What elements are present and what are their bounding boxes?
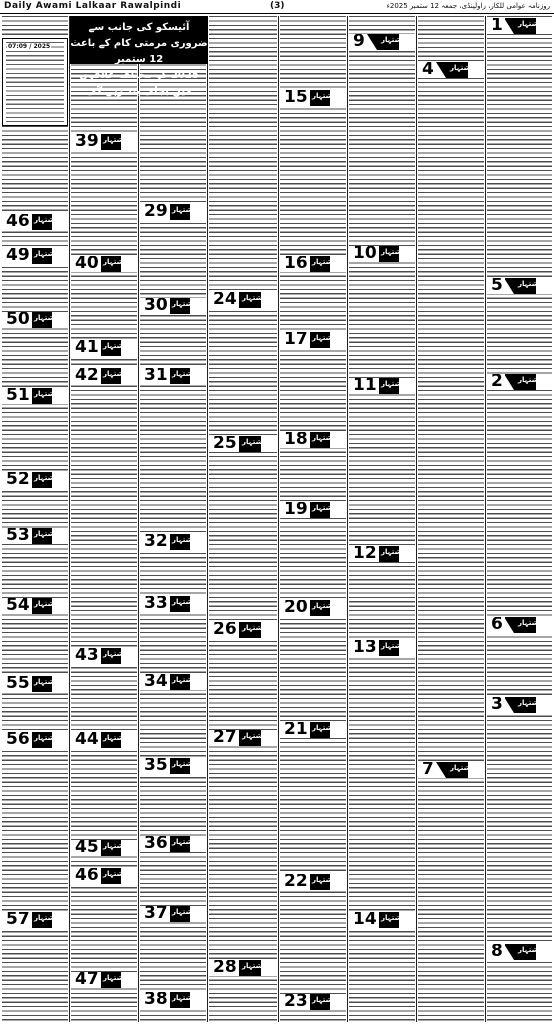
notice-header-label: اشتہار bbox=[34, 250, 57, 258]
notice-header bbox=[209, 730, 277, 746]
notice-header-wedge bbox=[504, 278, 514, 294]
notice-header bbox=[280, 600, 346, 616]
notice-header-label: اشتہار bbox=[34, 530, 57, 538]
column-5-text bbox=[280, 16, 346, 1022]
column-6-text bbox=[349, 16, 415, 1022]
notice-number: 52 bbox=[6, 472, 30, 488]
notice-number: 10 bbox=[353, 246, 377, 262]
notice-header bbox=[349, 912, 415, 928]
notice-header bbox=[2, 528, 68, 544]
notice-header-label: اشتہار bbox=[172, 536, 195, 544]
notice-header-label: اشتہار bbox=[34, 678, 57, 686]
boxed-notice bbox=[2, 38, 68, 126]
column-divider bbox=[347, 16, 348, 1022]
notice-number: 34 bbox=[144, 674, 168, 690]
notice-header-label: اشتہار bbox=[312, 996, 335, 1004]
notice-header-label: اشتہار bbox=[172, 300, 195, 308]
page-number: (3) bbox=[270, 1, 285, 11]
column-divider bbox=[416, 16, 417, 1022]
notice-header-label: اشتہار bbox=[34, 914, 57, 922]
notice-header-label: اشتہار bbox=[518, 619, 541, 627]
notice-header-label: اشتہار bbox=[172, 370, 195, 378]
notice-number: 51 bbox=[6, 388, 30, 404]
notice-header-label: اشتہار bbox=[312, 724, 335, 732]
notice-number: 11 bbox=[353, 378, 377, 394]
notice-number: 50 bbox=[6, 312, 30, 328]
notice-number: 26 bbox=[213, 622, 237, 638]
notice-number: 19 bbox=[284, 502, 308, 518]
notice-header-wedge bbox=[367, 34, 377, 50]
notice-number: 23 bbox=[284, 994, 308, 1010]
notice-header-label: اشتہار bbox=[381, 914, 404, 922]
notice-number: 22 bbox=[284, 874, 308, 890]
notice-header bbox=[487, 617, 552, 633]
notice-header-label: اشتہار bbox=[172, 908, 195, 916]
notice-header bbox=[418, 762, 484, 778]
notice-header-wedge bbox=[504, 697, 514, 713]
notice-number: 7 bbox=[422, 762, 434, 778]
notice-header bbox=[487, 697, 552, 713]
notice-header-label: اشتہار bbox=[381, 548, 404, 556]
notice-header-label: اشتہار bbox=[450, 64, 473, 72]
notice-header bbox=[140, 596, 206, 612]
boxed-notice-stamp: 07:09 / 2025 bbox=[8, 43, 51, 50]
notice-header-label: اشتہار bbox=[312, 92, 335, 100]
notice-header bbox=[140, 298, 206, 314]
notice-header-label: اشتہار bbox=[312, 434, 335, 442]
promo-headline-box bbox=[70, 16, 208, 97]
notice-number: 43 bbox=[75, 648, 99, 664]
notice-header bbox=[2, 388, 68, 404]
notice-header bbox=[2, 248, 68, 264]
notice-number: 16 bbox=[284, 256, 308, 272]
notice-number: 8 bbox=[491, 944, 503, 960]
notice-number: 15 bbox=[284, 90, 308, 106]
notice-header bbox=[71, 868, 137, 884]
notice-header-label: اشتہار bbox=[312, 602, 335, 610]
notice-header-label: اشتہار bbox=[242, 438, 265, 446]
column-divider bbox=[485, 16, 486, 1022]
notice-number: 49 bbox=[6, 248, 30, 264]
notice-header bbox=[71, 134, 137, 150]
notice-header bbox=[280, 722, 346, 738]
notice-number: 46 bbox=[75, 868, 99, 884]
notice-number: 21 bbox=[284, 722, 308, 738]
notice-header-label: اشتہار bbox=[381, 642, 404, 650]
notice-number: 9 bbox=[353, 34, 365, 50]
notice-header-label: اشتہار bbox=[103, 370, 126, 378]
masthead bbox=[0, 0, 554, 14]
notice-number: 36 bbox=[144, 836, 168, 852]
notice-number: 41 bbox=[75, 340, 99, 356]
notice-header-label: اشتہار bbox=[312, 504, 335, 512]
notice-header bbox=[71, 256, 137, 272]
notice-number: 18 bbox=[284, 432, 308, 448]
notice-header-label: اشتہار bbox=[242, 962, 265, 970]
notice-header bbox=[280, 256, 346, 272]
notice-header bbox=[487, 18, 552, 34]
notice-header-label: اشتہار bbox=[103, 342, 126, 350]
notice-number: 12 bbox=[353, 546, 377, 562]
column-divider bbox=[69, 16, 70, 1022]
notice-header bbox=[140, 204, 206, 220]
notice-header bbox=[349, 34, 415, 50]
notice-header bbox=[209, 622, 277, 638]
notice-header bbox=[280, 502, 346, 518]
notice-number: 28 bbox=[213, 960, 237, 976]
notice-header bbox=[71, 732, 137, 748]
notice-header bbox=[280, 994, 346, 1010]
notice-number: 29 bbox=[144, 204, 168, 220]
notice-header-label: اشتہار bbox=[381, 380, 404, 388]
column-8-text bbox=[487, 16, 552, 1022]
notice-header-label: اشتہار bbox=[450, 764, 473, 772]
notice-header bbox=[349, 246, 415, 262]
notice-number: 17 bbox=[284, 332, 308, 348]
notice-number: 3 bbox=[491, 697, 503, 713]
notice-header bbox=[209, 292, 277, 308]
notice-header bbox=[71, 840, 137, 856]
notice-header-label: اشتہار bbox=[103, 734, 126, 742]
notice-header bbox=[140, 368, 206, 384]
notice-header bbox=[140, 836, 206, 852]
notice-number: 38 bbox=[144, 992, 168, 1008]
notice-number: 40 bbox=[75, 256, 99, 272]
notice-number: 45 bbox=[75, 840, 99, 856]
notice-header bbox=[2, 912, 68, 928]
notice-number: 33 bbox=[144, 596, 168, 612]
notice-header bbox=[2, 732, 68, 748]
notice-header bbox=[2, 676, 68, 692]
notice-number: 31 bbox=[144, 368, 168, 384]
notice-header-label: اشتہار bbox=[103, 842, 126, 850]
column-1-text bbox=[2, 16, 68, 1022]
paper-name: Daily Awami Lalkaar Rawalpindi bbox=[4, 1, 182, 11]
notice-header-label: اشتہار bbox=[34, 734, 57, 742]
notice-header-label: اشتہار bbox=[242, 732, 265, 740]
notice-header-label: اشتہار bbox=[103, 650, 126, 658]
notice-header-label: اشتہار bbox=[172, 676, 195, 684]
notice-header bbox=[280, 332, 346, 348]
notice-number: 20 bbox=[284, 600, 308, 616]
notice-header bbox=[2, 214, 68, 230]
notice-header bbox=[209, 436, 277, 452]
notice-header-label: اشتہار bbox=[242, 624, 265, 632]
notice-number: 54 bbox=[6, 598, 30, 614]
notice-header bbox=[487, 944, 552, 960]
column-divider bbox=[278, 16, 279, 1022]
notice-number: 53 bbox=[6, 528, 30, 544]
notice-header-wedge bbox=[436, 62, 446, 78]
notice-header bbox=[209, 960, 277, 976]
notice-header-label: اشتہار bbox=[103, 258, 126, 266]
notice-number: 42 bbox=[75, 368, 99, 384]
notice-header-label: اشتہار bbox=[103, 870, 126, 878]
column-7-text bbox=[418, 16, 484, 1022]
notice-header bbox=[71, 972, 137, 988]
notice-header-label: اشتہار bbox=[518, 280, 541, 288]
promo-line-1: آئیسکو کی جانب سے ضروری مرمتی کام کے باعث 12 ستمبر bbox=[70, 22, 208, 65]
notice-number: 2 bbox=[491, 374, 503, 390]
notice-number: 13 bbox=[353, 640, 377, 656]
notice-header-label: اشتہار bbox=[381, 248, 404, 256]
notice-header-wedge bbox=[504, 944, 514, 960]
notice-header-wedge bbox=[436, 762, 446, 778]
notice-header-wedge bbox=[504, 18, 514, 34]
notice-header bbox=[2, 472, 68, 488]
notice-number: 39 bbox=[75, 134, 99, 150]
notice-header-label: اشتہار bbox=[242, 294, 265, 302]
notice-header-label: اشتہار bbox=[312, 876, 335, 884]
notice-header-label: اشتہار bbox=[172, 994, 195, 1002]
notice-header bbox=[418, 62, 484, 78]
notice-header bbox=[71, 368, 137, 384]
promo-line-2: 2025 کو مختلف علاقوں میں بجلی بند رہے گی bbox=[79, 70, 199, 97]
notice-header bbox=[71, 648, 137, 664]
notice-number: 57 bbox=[6, 912, 30, 928]
notice-header-label: اشتہار bbox=[34, 390, 57, 398]
notice-number: 55 bbox=[6, 676, 30, 692]
notice-number: 35 bbox=[144, 758, 168, 774]
column-divider bbox=[138, 16, 139, 1022]
notice-header-label: اشتہار bbox=[172, 206, 195, 214]
notice-number: 14 bbox=[353, 912, 377, 928]
notice-header-label: اشتہار bbox=[518, 376, 541, 384]
notice-header bbox=[349, 546, 415, 562]
header-dateline: روزنامہ عوامی للکار، راولپنڈی، جمعہ 12 ستمبر 2025ء bbox=[386, 2, 550, 10]
notice-header bbox=[140, 758, 206, 774]
notice-number: 25 bbox=[213, 436, 237, 452]
notice-header-label: اشتہار bbox=[34, 314, 57, 322]
notice-number: 44 bbox=[75, 732, 99, 748]
notice-header bbox=[280, 874, 346, 890]
notice-number: 24 bbox=[213, 292, 237, 308]
notice-header bbox=[349, 378, 415, 394]
notice-header-label: اشتہار bbox=[34, 216, 57, 224]
notice-header-label: اشتہار bbox=[34, 600, 57, 608]
notice-header-label: اشتہار bbox=[103, 136, 126, 144]
notice-header bbox=[140, 674, 206, 690]
notice-header bbox=[2, 598, 68, 614]
notice-number: 4 bbox=[422, 62, 434, 78]
notice-header bbox=[2, 312, 68, 328]
notice-header bbox=[487, 278, 552, 294]
notice-number: 46 bbox=[6, 214, 30, 230]
column-3-text bbox=[140, 16, 206, 1022]
notice-header-label: اشتہار bbox=[518, 699, 541, 707]
notice-header bbox=[487, 374, 552, 390]
notice-header-label: اشتہار bbox=[103, 974, 126, 982]
notice-number: 37 bbox=[144, 906, 168, 922]
notice-header bbox=[140, 534, 206, 550]
notice-number: 56 bbox=[6, 732, 30, 748]
notice-header bbox=[140, 906, 206, 922]
notice-header-label: اشتہار bbox=[518, 946, 541, 954]
notice-header-label: اشتہار bbox=[172, 598, 195, 606]
notice-header-label: اشتہار bbox=[34, 474, 57, 482]
notice-number: 32 bbox=[144, 534, 168, 550]
notice-header-label: اشتہار bbox=[518, 20, 541, 28]
notice-header bbox=[140, 992, 206, 1008]
notice-header-wedge bbox=[504, 374, 514, 390]
notice-number: 1 bbox=[491, 18, 503, 34]
notice-header-label: اشتہار bbox=[381, 36, 404, 44]
notice-number: 5 bbox=[491, 278, 503, 294]
notice-header bbox=[71, 340, 137, 356]
notice-header-wedge bbox=[504, 617, 514, 633]
notice-header-label: اشتہار bbox=[312, 334, 335, 342]
notice-header bbox=[349, 640, 415, 656]
column-4-text bbox=[209, 16, 277, 1022]
notice-header bbox=[280, 432, 346, 448]
notice-header-label: اشتہار bbox=[172, 760, 195, 768]
notice-header bbox=[280, 90, 346, 106]
notice-number: 6 bbox=[491, 617, 503, 633]
notice-number: 30 bbox=[144, 298, 168, 314]
notice-number: 47 bbox=[75, 972, 99, 988]
notice-header-label: اشتہار bbox=[312, 258, 335, 266]
column-divider bbox=[207, 16, 208, 1022]
notice-header-label: اشتہار bbox=[172, 838, 195, 846]
notice-number: 27 bbox=[213, 730, 237, 746]
